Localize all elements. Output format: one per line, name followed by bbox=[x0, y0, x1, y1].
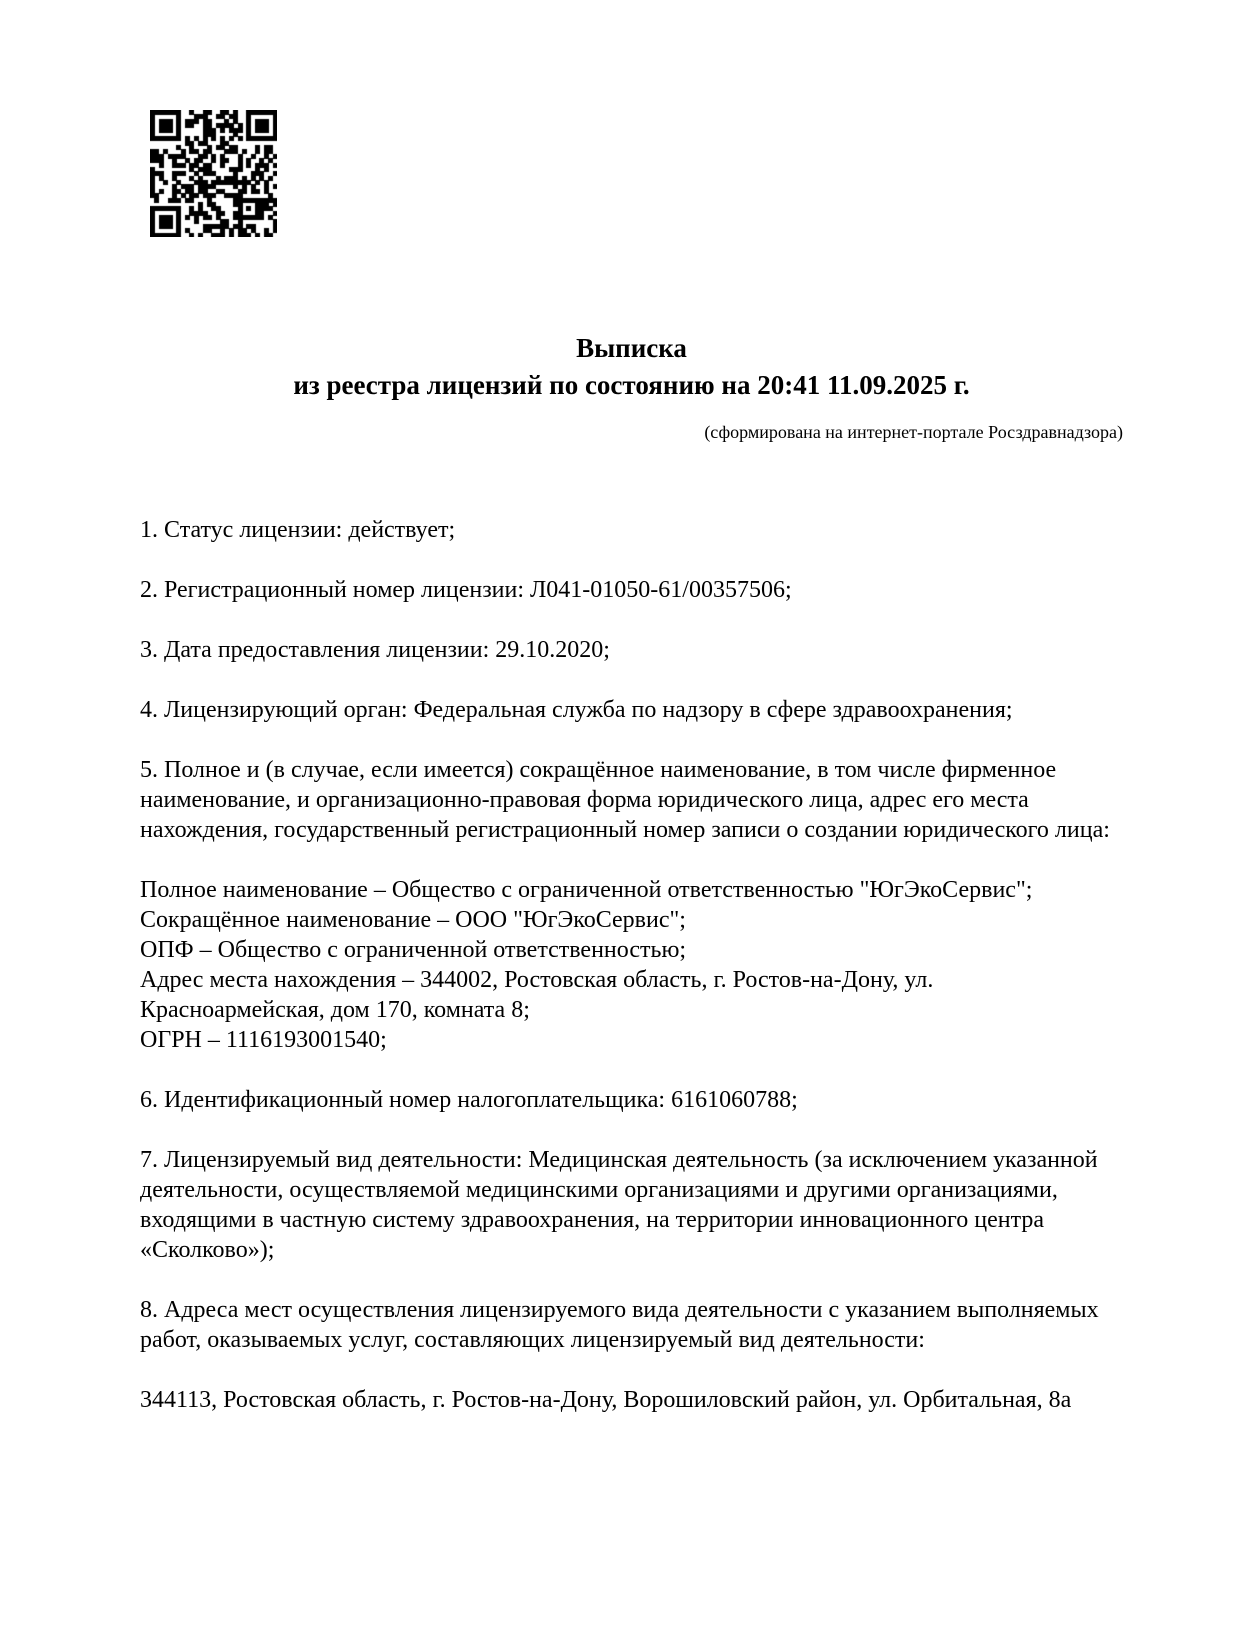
paragraph-group bbox=[140, 1085, 1123, 1115]
qr-code-image bbox=[150, 110, 277, 237]
paragraph: Сокращённое наименование – ООО "ЮгЭкоСервис"; bbox=[140, 907, 686, 933]
paragraph-group bbox=[140, 515, 1123, 545]
paragraph: Полное наименование – Общество с ограниченной ответственностью "ЮгЭкоСервис"; bbox=[140, 877, 1033, 903]
paragraph: ОПФ – Общество с ограниченной ответственностью; bbox=[140, 937, 687, 963]
document-title bbox=[140, 0, 1123, 404]
paragraph: ОГРН – 1116193001540; bbox=[140, 1027, 387, 1053]
paragraph-group bbox=[140, 1295, 1123, 1355]
paragraph-group bbox=[140, 695, 1123, 725]
paragraph: 4. Лицензирующий орган: Федеральная служба по надзору в сфере здравоохранения; bbox=[140, 697, 1013, 723]
paragraph: 2. Регистрационный номер лицензии: Л041-01050-61/00357506; bbox=[140, 577, 792, 603]
paragraph: 3. Дата предоставления лицензии: 29.10.2020; bbox=[140, 637, 610, 663]
document-content bbox=[140, 0, 1123, 1415]
paragraph: Адрес места нахождения – 344002, Ростовская область, г. Ростов-на-Дону, ул. Красноармейская, дом 170, комната 8; bbox=[140, 967, 934, 1023]
paragraph: 1. Статус лицензии: действует; bbox=[140, 517, 456, 543]
paragraph: 5. Полное и (в случае, если имеется) сокращённое наименование, в том числе фирменное наименование, и организационно-правовая форма юридического лица, адрес его места нахождения, государственный регистрационный номер записи о создании юридического лица: bbox=[140, 757, 1110, 843]
paragraph-group bbox=[140, 1385, 1123, 1415]
paragraph-group bbox=[140, 575, 1123, 605]
paragraph: 8. Адреса мест осуществления лицензируемого вида деятельности с указанием выполняемых работ, оказываемых услуг, составляющих лицензируемый вид деятельности: bbox=[140, 1297, 1099, 1353]
paragraph: 344113, Ростовская область, г. Ростов-на-Дону, Ворошиловский район, ул. Орбитальная, 8а bbox=[140, 1387, 1072, 1413]
title-line-1: Выписка bbox=[576, 333, 687, 363]
document-body bbox=[140, 515, 1123, 1415]
paragraph-group bbox=[140, 1145, 1123, 1265]
document-subtitle: (сформирована на интернет-портале Росздравнадзора) bbox=[704, 422, 1123, 442]
paragraph-group bbox=[140, 875, 1123, 1055]
title-line-2: из реестра лицензий по состоянию на 20:41 11.09.2025 г. bbox=[293, 370, 970, 400]
paragraph-group bbox=[140, 635, 1123, 665]
paragraph: 6. Идентификационный номер налогоплательщика: 6161060788; bbox=[140, 1087, 798, 1113]
paragraph-group bbox=[140, 755, 1123, 845]
paragraph: 7. Лицензируемый вид деятельности: Медицинская деятельность (за исключением указанной деятельности, осуществляемой медицинскими организациями и другими организациями, входящими в частную систему здравоохранения, на территории инновационного центра «Сколково»); bbox=[140, 1147, 1098, 1263]
